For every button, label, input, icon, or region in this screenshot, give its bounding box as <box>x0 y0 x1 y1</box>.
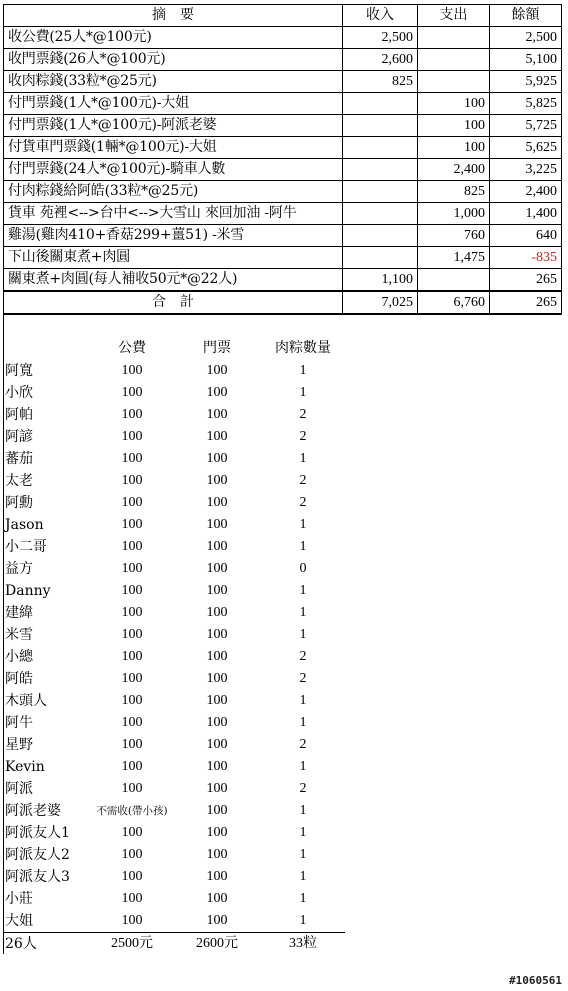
member-row <box>3 844 345 866</box>
member-row <box>3 910 345 933</box>
member-name: Danny <box>5 583 51 599</box>
member-ticket: 100 <box>206 363 228 378</box>
member-fee: 100 <box>121 561 143 576</box>
member-zongzi: 1 <box>299 759 307 774</box>
member-row <box>3 558 345 580</box>
member-ticket: 100 <box>206 451 228 466</box>
member-fee: 100 <box>121 737 143 752</box>
member-row <box>3 712 345 734</box>
member-fee: 100 <box>121 627 143 642</box>
ledger-desc-cell: 收肉粽錢(33粒*@25元) <box>4 71 343 93</box>
member-row <box>3 756 345 778</box>
member-fee: 不需收(帶小孩) <box>96 805 168 817</box>
member-ticket: 100 <box>206 385 228 400</box>
member-zongzi: 2 <box>299 473 307 488</box>
ledger-header-row <box>4 5 562 27</box>
member-fee: 100 <box>121 847 143 862</box>
ledger-header-expense: 支出 <box>418 5 490 27</box>
ledger-desc-cell: 收公費(25人*@100元) <box>4 27 343 49</box>
member-name: 阿派友人3 <box>5 869 70 885</box>
members-header-row <box>3 338 345 360</box>
ledger-row <box>4 115 562 137</box>
ledger-income-cell <box>343 181 418 203</box>
member-name: 阿諺 <box>5 429 33 445</box>
member-zongzi: 1 <box>299 517 307 532</box>
image-id-tag: #1060561 <box>509 974 562 987</box>
member-name: 小莊 <box>5 891 33 907</box>
member-fee: 100 <box>121 891 143 906</box>
member-fee: 100 <box>121 429 143 444</box>
member-name: 蕃茄 <box>5 451 33 467</box>
ledger-balance-cell: 2,500 <box>490 27 562 49</box>
ledger-total-label: 合 計 <box>4 291 343 314</box>
ledger-income-cell <box>343 159 418 181</box>
member-zongzi: 1 <box>299 913 307 928</box>
member-zongzi: 1 <box>299 803 307 818</box>
ledger-header-income: 收入 <box>343 5 418 27</box>
member-zongzi: 2 <box>299 781 307 796</box>
member-row <box>3 888 345 910</box>
member-name: 木頭人 <box>5 693 47 709</box>
ledger-header-desc: 摘 要 <box>4 5 343 27</box>
member-row <box>3 426 345 448</box>
member-name: 阿皓 <box>5 671 33 687</box>
member-ticket: 100 <box>206 759 228 774</box>
member-zongzi: 1 <box>299 583 307 598</box>
ledger-expense-cell <box>418 71 490 93</box>
member-zongzi: 1 <box>299 869 307 884</box>
member-fee: 100 <box>121 715 143 730</box>
member-name: 阿帕 <box>5 407 33 423</box>
ledger-balance-cell: 5,625 <box>490 137 562 159</box>
member-row <box>3 514 345 536</box>
member-name: 建緯 <box>5 605 33 621</box>
member-fee: 100 <box>121 363 143 378</box>
member-row <box>3 448 345 470</box>
ledger-income-cell: 2,500 <box>343 27 418 49</box>
member-zongzi: 1 <box>299 385 307 400</box>
member-name: 小總 <box>5 649 33 665</box>
ledger-total-income: 7,025 <box>343 291 418 314</box>
member-row <box>3 492 345 514</box>
member-name: 阿派友人2 <box>5 847 70 863</box>
member-zongzi: 0 <box>299 561 307 576</box>
member-row <box>3 602 345 624</box>
ledger-row <box>4 27 562 49</box>
member-fee: 100 <box>121 605 143 620</box>
members-header-zongzi: 肉粽數量 <box>275 341 331 356</box>
members-summary-row <box>3 933 345 956</box>
member-name: Jason <box>5 517 44 533</box>
member-fee: 100 <box>121 869 143 884</box>
member-name: 小欣 <box>5 385 33 401</box>
member-fee: 100 <box>121 495 143 510</box>
member-name: 阿牛 <box>5 715 33 731</box>
members-header-ticket: 門票 <box>203 341 231 356</box>
member-zongzi: 1 <box>299 539 307 554</box>
summary-fee: 2500元 <box>91 933 173 956</box>
ledger-income-cell <box>343 137 418 159</box>
member-name: 阿寬 <box>5 363 33 379</box>
ledger-balance-cell: 1,400 <box>490 203 562 225</box>
ledger-expense-cell <box>418 269 490 292</box>
member-fee: 100 <box>121 825 143 840</box>
member-ticket: 100 <box>206 649 228 664</box>
member-fee: 100 <box>121 407 143 422</box>
ledger-desc-cell: 雞湯(雞肉410+香菇299+薑51) -米雪 <box>4 225 343 247</box>
ledger-expense-cell: 2,400 <box>418 159 490 181</box>
ledger-income-cell <box>343 247 418 269</box>
ledger-row <box>4 225 562 247</box>
ledger-balance-cell: 5,100 <box>490 49 562 71</box>
member-zongzi: 1 <box>299 693 307 708</box>
member-zongzi: 1 <box>299 825 307 840</box>
ledger-balance-cell: 265 <box>490 269 562 292</box>
member-fee: 100 <box>121 781 143 796</box>
member-ticket: 100 <box>206 495 228 510</box>
ledger-balance-cell: 640 <box>490 225 562 247</box>
member-row <box>3 580 345 602</box>
members-header-name <box>3 338 91 360</box>
member-row <box>3 800 345 822</box>
ledger-income-cell: 2,600 <box>343 49 418 71</box>
ledger-expense-cell: 825 <box>418 181 490 203</box>
ledger-total-expense: 6,760 <box>418 291 490 314</box>
member-fee: 100 <box>121 693 143 708</box>
ledger-expense-cell: 1,000 <box>418 203 490 225</box>
ledger-desc-cell: 收門票錢(26人*@100元) <box>4 49 343 71</box>
member-name: 阿勳 <box>5 495 33 511</box>
ledger-balance-cell: 3,225 <box>490 159 562 181</box>
ledger-row <box>4 181 562 203</box>
member-zongzi: 2 <box>299 649 307 664</box>
member-row <box>3 624 345 646</box>
ledger-body <box>4 5 562 315</box>
ledger-balance-cell: 5,925 <box>490 71 562 93</box>
ledger-balance-cell: 5,725 <box>490 115 562 137</box>
ledger-row <box>4 137 562 159</box>
member-name: 太老 <box>5 473 33 489</box>
ledger-row <box>4 203 562 225</box>
member-zongzi: 2 <box>299 407 307 422</box>
ledger-total-balance: 265 <box>490 291 562 314</box>
ledger-expense-cell <box>418 49 490 71</box>
member-fee: 100 <box>121 517 143 532</box>
member-row <box>3 866 345 888</box>
ledger-desc-cell: 付貨車門票錢(1輛*@100元)-大姐 <box>4 137 343 159</box>
member-name: 星野 <box>5 737 33 753</box>
member-row <box>3 668 345 690</box>
member-row <box>3 734 345 756</box>
member-row <box>3 646 345 668</box>
member-ticket: 100 <box>206 539 228 554</box>
member-ticket: 100 <box>206 781 228 796</box>
member-name: 米雪 <box>5 627 33 643</box>
member-ticket: 100 <box>206 693 228 708</box>
members-header-fee: 公費 <box>118 341 146 356</box>
member-zongzi: 1 <box>299 451 307 466</box>
ledger-expense-cell: 100 <box>418 93 490 115</box>
ledger-income-cell: 825 <box>343 71 418 93</box>
ledger-desc-cell: 付門票錢(1人*@100元)-阿派老婆 <box>4 115 343 137</box>
member-zongzi: 1 <box>299 847 307 862</box>
member-row <box>3 822 345 844</box>
member-fee: 100 <box>121 473 143 488</box>
member-ticket: 100 <box>206 869 228 884</box>
member-row <box>3 778 345 800</box>
member-ticket: 100 <box>206 605 228 620</box>
members-body <box>3 338 345 955</box>
ledger-income-cell: 1,100 <box>343 269 418 292</box>
ledger-row <box>4 247 562 269</box>
member-zongzi: 1 <box>299 891 307 906</box>
ledger-table <box>3 4 562 315</box>
ledger-row <box>4 93 562 115</box>
ledger-balance-cell: 2,400 <box>490 181 562 203</box>
ledger-balance-cell: -835 <box>490 247 562 269</box>
summary-zongzi: 33粒 <box>261 933 345 956</box>
ledger-header-balance: 餘額 <box>490 5 562 27</box>
ledger-desc-cell: 關東煮+肉圓(每人補收50元*@22人) <box>4 269 343 292</box>
ledger-expense-cell: 1,475 <box>418 247 490 269</box>
ledger-desc-cell: 下山後關東煮+肉圓 <box>4 247 343 269</box>
member-zongzi: 2 <box>299 671 307 686</box>
member-name: Kevin <box>5 759 45 775</box>
ledger-balance-cell: 5,825 <box>490 93 562 115</box>
member-row <box>3 382 345 404</box>
member-ticket: 100 <box>206 407 228 422</box>
member-zongzi: 2 <box>299 429 307 444</box>
ledger-desc-cell: 付門票錢(1人*@100元)-大姐 <box>4 93 343 115</box>
ledger-desc-cell: 付門票錢(24人*@100元)-騎車人數 <box>4 159 343 181</box>
ledger-row <box>4 159 562 181</box>
member-zongzi: 2 <box>299 737 307 752</box>
member-fee: 100 <box>121 583 143 598</box>
member-name: 阿派老婆 <box>5 803 61 819</box>
member-ticket: 100 <box>206 627 228 642</box>
ledger-desc-cell: 付肉粽錢給阿皓(33粒*@25元) <box>4 181 343 203</box>
member-ticket: 100 <box>206 473 228 488</box>
ledger-expense-cell: 100 <box>418 115 490 137</box>
ledger-expense-cell <box>418 27 490 49</box>
member-fee: 100 <box>121 451 143 466</box>
summary-ticket: 2600元 <box>173 933 261 956</box>
member-zongzi: 1 <box>299 715 307 730</box>
member-ticket: 100 <box>206 561 228 576</box>
ledger-expense-cell: 760 <box>418 225 490 247</box>
member-ticket: 100 <box>206 847 228 862</box>
member-ticket: 100 <box>206 803 228 818</box>
member-ticket: 100 <box>206 429 228 444</box>
ledger-income-cell <box>343 115 418 137</box>
member-name: 益方 <box>5 561 33 577</box>
ledger-row <box>4 49 562 71</box>
member-row <box>3 404 345 426</box>
member-fee: 100 <box>121 649 143 664</box>
member-row <box>3 470 345 492</box>
member-ticket: 100 <box>206 715 228 730</box>
member-row <box>3 360 345 382</box>
ledger-expense-cell: 100 <box>418 137 490 159</box>
member-fee: 100 <box>121 385 143 400</box>
member-ticket: 100 <box>206 825 228 840</box>
member-zongzi: 1 <box>299 627 307 642</box>
member-name: 大姐 <box>5 913 33 929</box>
ledger-total-row <box>4 291 562 314</box>
member-fee: 100 <box>121 913 143 928</box>
ledger-row <box>4 71 562 93</box>
member-ticket: 100 <box>206 891 228 906</box>
ledger-income-cell <box>343 93 418 115</box>
member-fee: 100 <box>121 759 143 774</box>
member-row <box>3 536 345 558</box>
ledger-income-cell <box>343 225 418 247</box>
member-ticket: 100 <box>206 671 228 686</box>
member-ticket: 100 <box>206 583 228 598</box>
member-name: 阿派 <box>5 781 33 797</box>
member-fee: 100 <box>121 671 143 686</box>
member-zongzi: 2 <box>299 495 307 510</box>
member-zongzi: 1 <box>299 363 307 378</box>
member-ticket: 100 <box>206 737 228 752</box>
member-zongzi: 1 <box>299 605 307 620</box>
ledger-income-cell <box>343 203 418 225</box>
members-table <box>3 338 345 955</box>
member-row <box>3 690 345 712</box>
summary-count: 26人 <box>3 933 91 956</box>
member-fee: 100 <box>121 539 143 554</box>
member-ticket: 100 <box>206 913 228 928</box>
member-ticket: 100 <box>206 517 228 532</box>
ledger-row <box>4 269 562 292</box>
member-name: 小二哥 <box>5 539 47 555</box>
ledger-desc-cell: 貨車 苑裡<-->台中<-->大雪山 來回加油 -阿牛 <box>4 203 343 225</box>
member-name: 阿派友人1 <box>5 825 70 841</box>
